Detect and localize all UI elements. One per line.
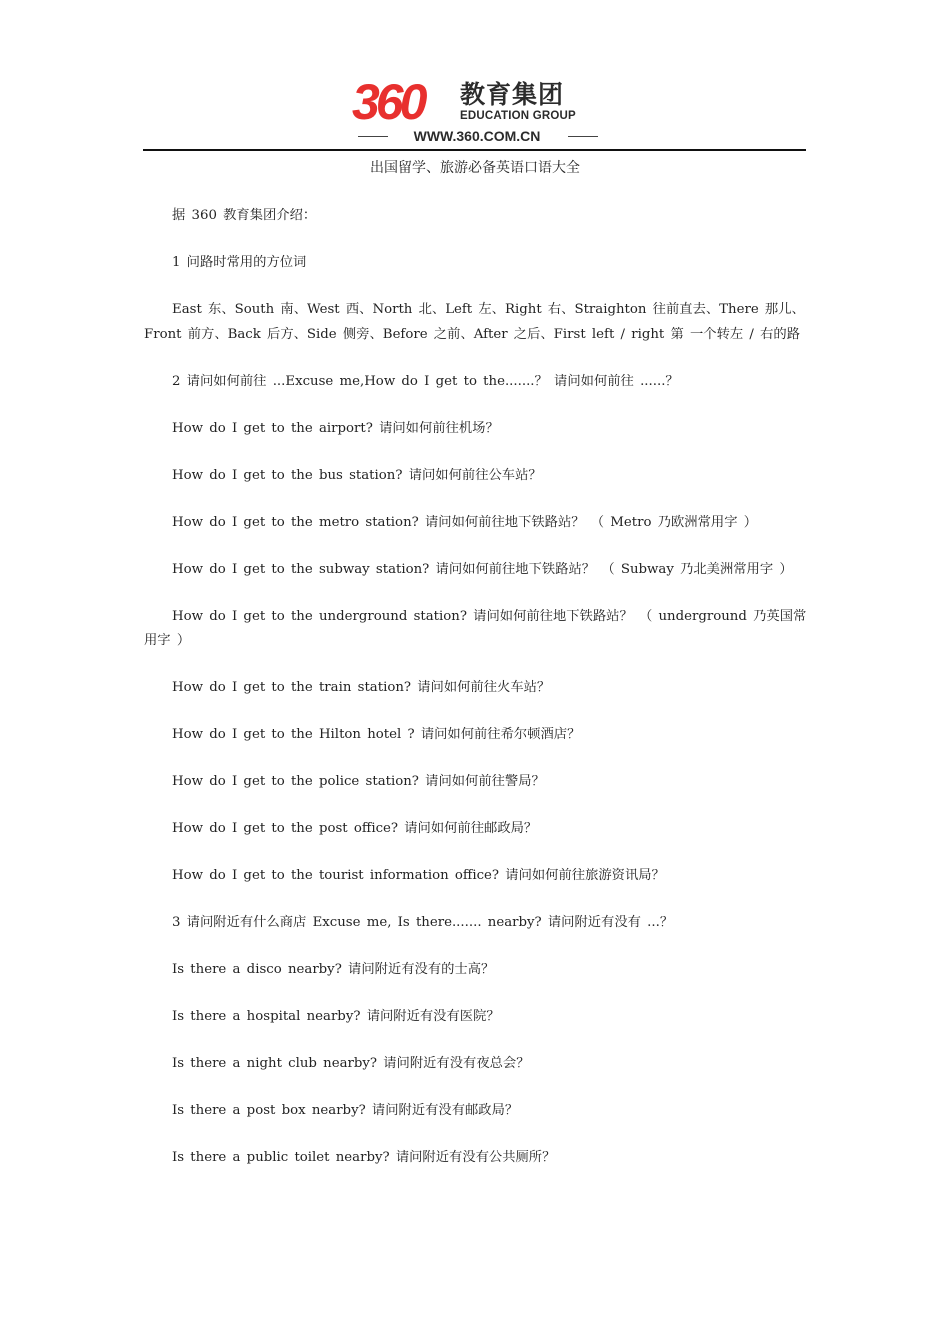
phrase-item: Is there a night club nearby? 请问附近有没有夜总会？ — [172, 1056, 530, 1071]
phrase-item: Is there a hospital nearby? 请问附近有没有医院？ — [172, 1009, 500, 1024]
document-title: 出国留学、旅游必备英语口语大全 — [370, 160, 580, 176]
section-heading-nearby: 3 请问附近有什么商店 Excuse me, Is there....... nearby? 请问附近有没有 ...？ — [172, 915, 674, 930]
logo-english-name: EDUCATION GROUP — [460, 110, 576, 122]
phrase-item: Is there a post box nearby? 请问附近有没有邮政局？ — [172, 1103, 519, 1118]
header-divider — [143, 149, 806, 151]
logo-url: WWW.360.COM.CN — [352, 128, 602, 144]
paragraph-intro: 据 360 教育集团介绍： — [172, 208, 317, 223]
phrase-item: How do I get to the police station? 请问如何前往警局？ — [172, 774, 545, 789]
phrase-item: How do I get to the underground station? 请问如何前往地下铁路站？ （ underground 乃英国常用字 ） — [144, 608, 807, 648]
phrase-item: Is there a public toilet nearby? 请问附近有没有公共厕所？ — [172, 1150, 556, 1165]
phrase-item: How do I get to the bus station? 请问如何前往公车站？ — [172, 467, 542, 483]
company-logo — [352, 74, 602, 148]
phrase-item: How do I get to the subway station? 请问如何前往地下铁路站？ （ Subway 乃北美洲常用字 ） — [172, 561, 793, 577]
section-heading-how-to-get: 2 请问如何前往 ...Excuse me,How do I get to the.......？ 请问如何前往 ......？ — [172, 373, 679, 389]
paragraph-direction-words: East 东、South 南、West 西、North 北、Left 左、Right 右、Straighton 往前直去、There 那儿、Front 前方、Back 后方、Side 侧旁、Before 之前、After 之后、First left / right 第 一个转左 / 右的路 — [144, 302, 805, 342]
phrase-item: How do I get to the metro station? 请问如何前往地下铁路站？ （ Metro 乃欧洲常用字 ） — [172, 514, 758, 530]
phrase-item: How do I get to the post office? 请问如何前往邮政局？ — [172, 821, 538, 836]
phrase-item: How do I get to the train station? 请问如何前往火车站？ — [172, 680, 551, 695]
phrase-item: Is there a disco nearby? 请问附近有没有的士高？ — [172, 962, 495, 977]
section-heading-directions: 1 问路时常用的方位词 — [172, 255, 307, 270]
document-body — [144, 204, 808, 1193]
logo-number: 360 — [352, 74, 424, 130]
page-header — [0, 0, 950, 176]
logo-chinese-name: 教育集团 — [460, 80, 565, 109]
phrase-item: How do I get to the Hilton hotel ? 请问如何前往希尔顿酒店？ — [172, 727, 581, 742]
phrase-item: How do I get to the airport? 请问如何前往机场？ — [172, 420, 499, 436]
phrase-item: How do I get to the tourist information office? 请问如何前往旅游资讯局？ — [172, 868, 665, 883]
